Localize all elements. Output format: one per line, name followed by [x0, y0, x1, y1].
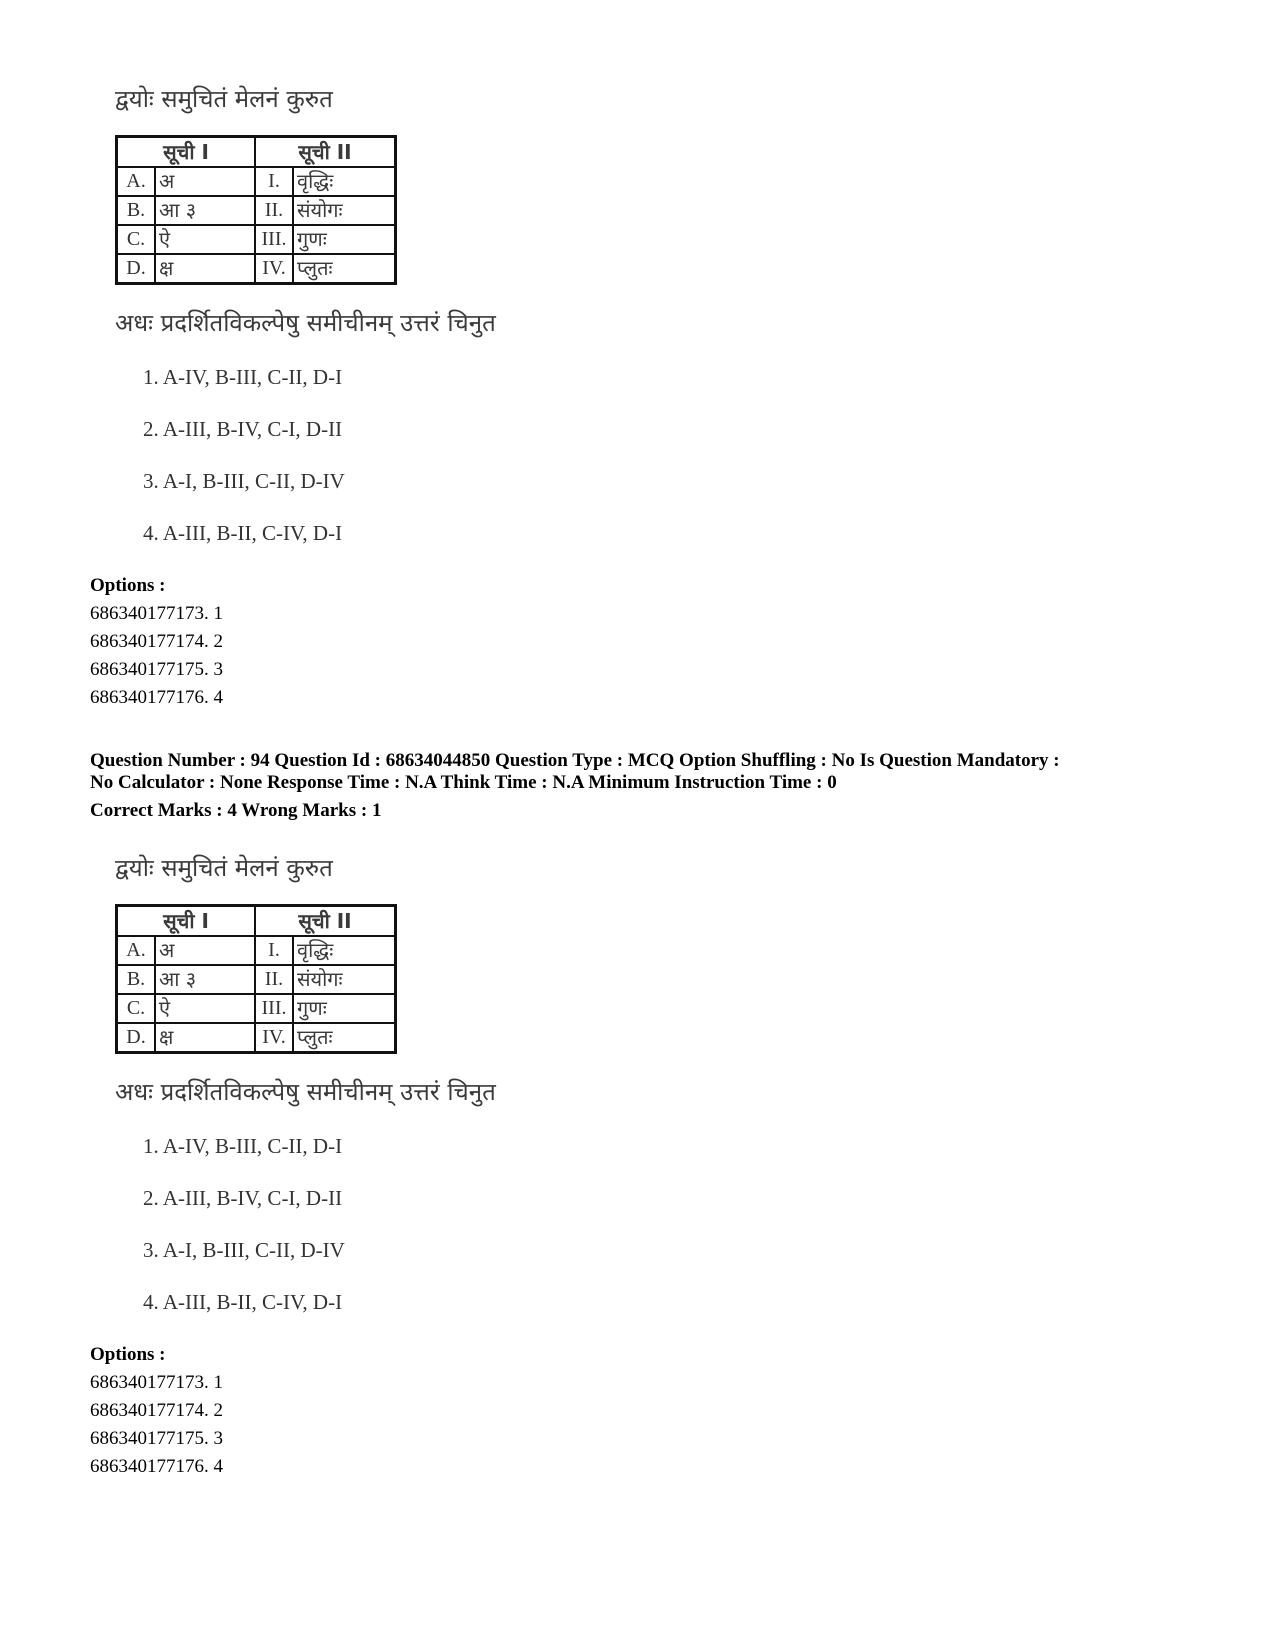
options-block-b: [90, 1341, 223, 1481]
row-value: ऐ: [155, 225, 255, 254]
row-value: संयोगः: [293, 196, 396, 225]
table-row: [117, 167, 396, 196]
options-label: Options :: [90, 575, 166, 596]
question-instruction: द्वयोः समुचितं मेलनं कुरुत: [115, 85, 333, 113]
option-item: 686340177175. 3: [90, 1428, 223, 1449]
question-instruction: द्वयोः समुचितं मेलनं कुरुत: [115, 854, 333, 882]
question-image-a: [115, 80, 635, 560]
choice-item: 4. A-III, B-II, C-IV, D-I: [143, 1290, 343, 1314]
question-prompt: अधः प्रदर्शितविकल्पेषु समीचीनम् उत्तरं चिनुत: [115, 309, 496, 337]
row-label: D.: [117, 254, 156, 284]
question-meta-line2: No Calculator : None Response Time : N.A Think Time : N.A Minimum Instruction Time : 0: [90, 772, 837, 793]
answer-choices: [143, 1133, 345, 1341]
question-meta-line1: Question Number : 94 Question Id : 68634044850 Question Type : MCQ Option Shuffling : No Is Question Mandatory :: [90, 750, 1060, 771]
row-label: III.: [255, 994, 293, 1023]
table-row: [117, 936, 396, 965]
row-label: B.: [117, 196, 156, 225]
row-label: I.: [255, 167, 293, 196]
row-value: ऐ: [155, 994, 255, 1023]
choice-item: 3. A-I, B-III, C-II, D-IV: [143, 1238, 345, 1262]
row-label: D.: [117, 1023, 156, 1053]
row-value: क्ष: [155, 254, 255, 284]
option-item: 686340177174. 2: [90, 631, 223, 652]
table-header-list-1: सूची I: [117, 906, 256, 937]
row-value: प्लुतः: [293, 1023, 396, 1053]
option-item: 686340177173. 1: [90, 1372, 223, 1393]
row-label: IV.: [255, 254, 293, 284]
table-row: [117, 994, 396, 1023]
row-label: B.: [117, 965, 156, 994]
options-label: Options :: [90, 1344, 166, 1365]
matching-table: [115, 904, 397, 1054]
option-item: 686340177176. 4: [90, 1456, 223, 1477]
choice-item: 2. A-III, B-IV, C-I, D-II: [143, 1186, 343, 1210]
table-row: [117, 254, 396, 284]
question-image-b: [115, 849, 635, 1329]
row-label: C.: [117, 994, 156, 1023]
row-value: गुणः: [293, 225, 396, 254]
table-header-list-2: सूची II: [255, 137, 396, 168]
row-value: प्लुतः: [293, 254, 396, 284]
choice-item: 2. A-III, B-IV, C-I, D-II: [143, 417, 343, 441]
option-item: 686340177176. 4: [90, 687, 223, 708]
row-label: C.: [117, 225, 156, 254]
question-prompt: अधः प्रदर्शितविकल्पेषु समीचीनम् उत्तरं चिनुत: [115, 1078, 496, 1106]
matching-table: [115, 135, 397, 285]
row-label: III.: [255, 225, 293, 254]
option-item: 686340177175. 3: [90, 659, 223, 680]
table-header-list-2: सूची II: [255, 906, 396, 937]
table-row: [117, 196, 396, 225]
row-value: अ: [155, 167, 255, 196]
option-item: 686340177173. 1: [90, 603, 223, 624]
choice-item: 1. A-IV, B-III, C-II, D-I: [143, 365, 343, 389]
row-value: आ ३: [155, 196, 255, 225]
row-value: वृद्धिः: [293, 167, 396, 196]
row-label: I.: [255, 936, 293, 965]
table-row: [117, 225, 396, 254]
row-value: संयोगः: [293, 965, 396, 994]
choice-item: 1. A-IV, B-III, C-II, D-I: [143, 1134, 343, 1158]
table-row: [117, 1023, 396, 1053]
row-value: आ ३: [155, 965, 255, 994]
question-marks: Correct Marks : 4 Wrong Marks : 1: [90, 800, 382, 821]
choice-item: 3. A-I, B-III, C-II, D-IV: [143, 469, 345, 493]
answer-choices: [143, 364, 345, 572]
row-label: II.: [255, 196, 293, 225]
question-meta: [90, 750, 1190, 822]
row-value: अ: [155, 936, 255, 965]
row-value: गुणः: [293, 994, 396, 1023]
row-label: II.: [255, 965, 293, 994]
table-row: [117, 965, 396, 994]
row-value: क्ष: [155, 1023, 255, 1053]
options-block-a: [90, 572, 223, 712]
option-item: 686340177174. 2: [90, 1400, 223, 1421]
row-label: A.: [117, 936, 156, 965]
row-label: A.: [117, 167, 156, 196]
row-value: वृद्धिः: [293, 936, 396, 965]
table-header-list-1: सूची I: [117, 137, 256, 168]
row-label: IV.: [255, 1023, 293, 1053]
choice-item: 4. A-III, B-II, C-IV, D-I: [143, 521, 343, 545]
